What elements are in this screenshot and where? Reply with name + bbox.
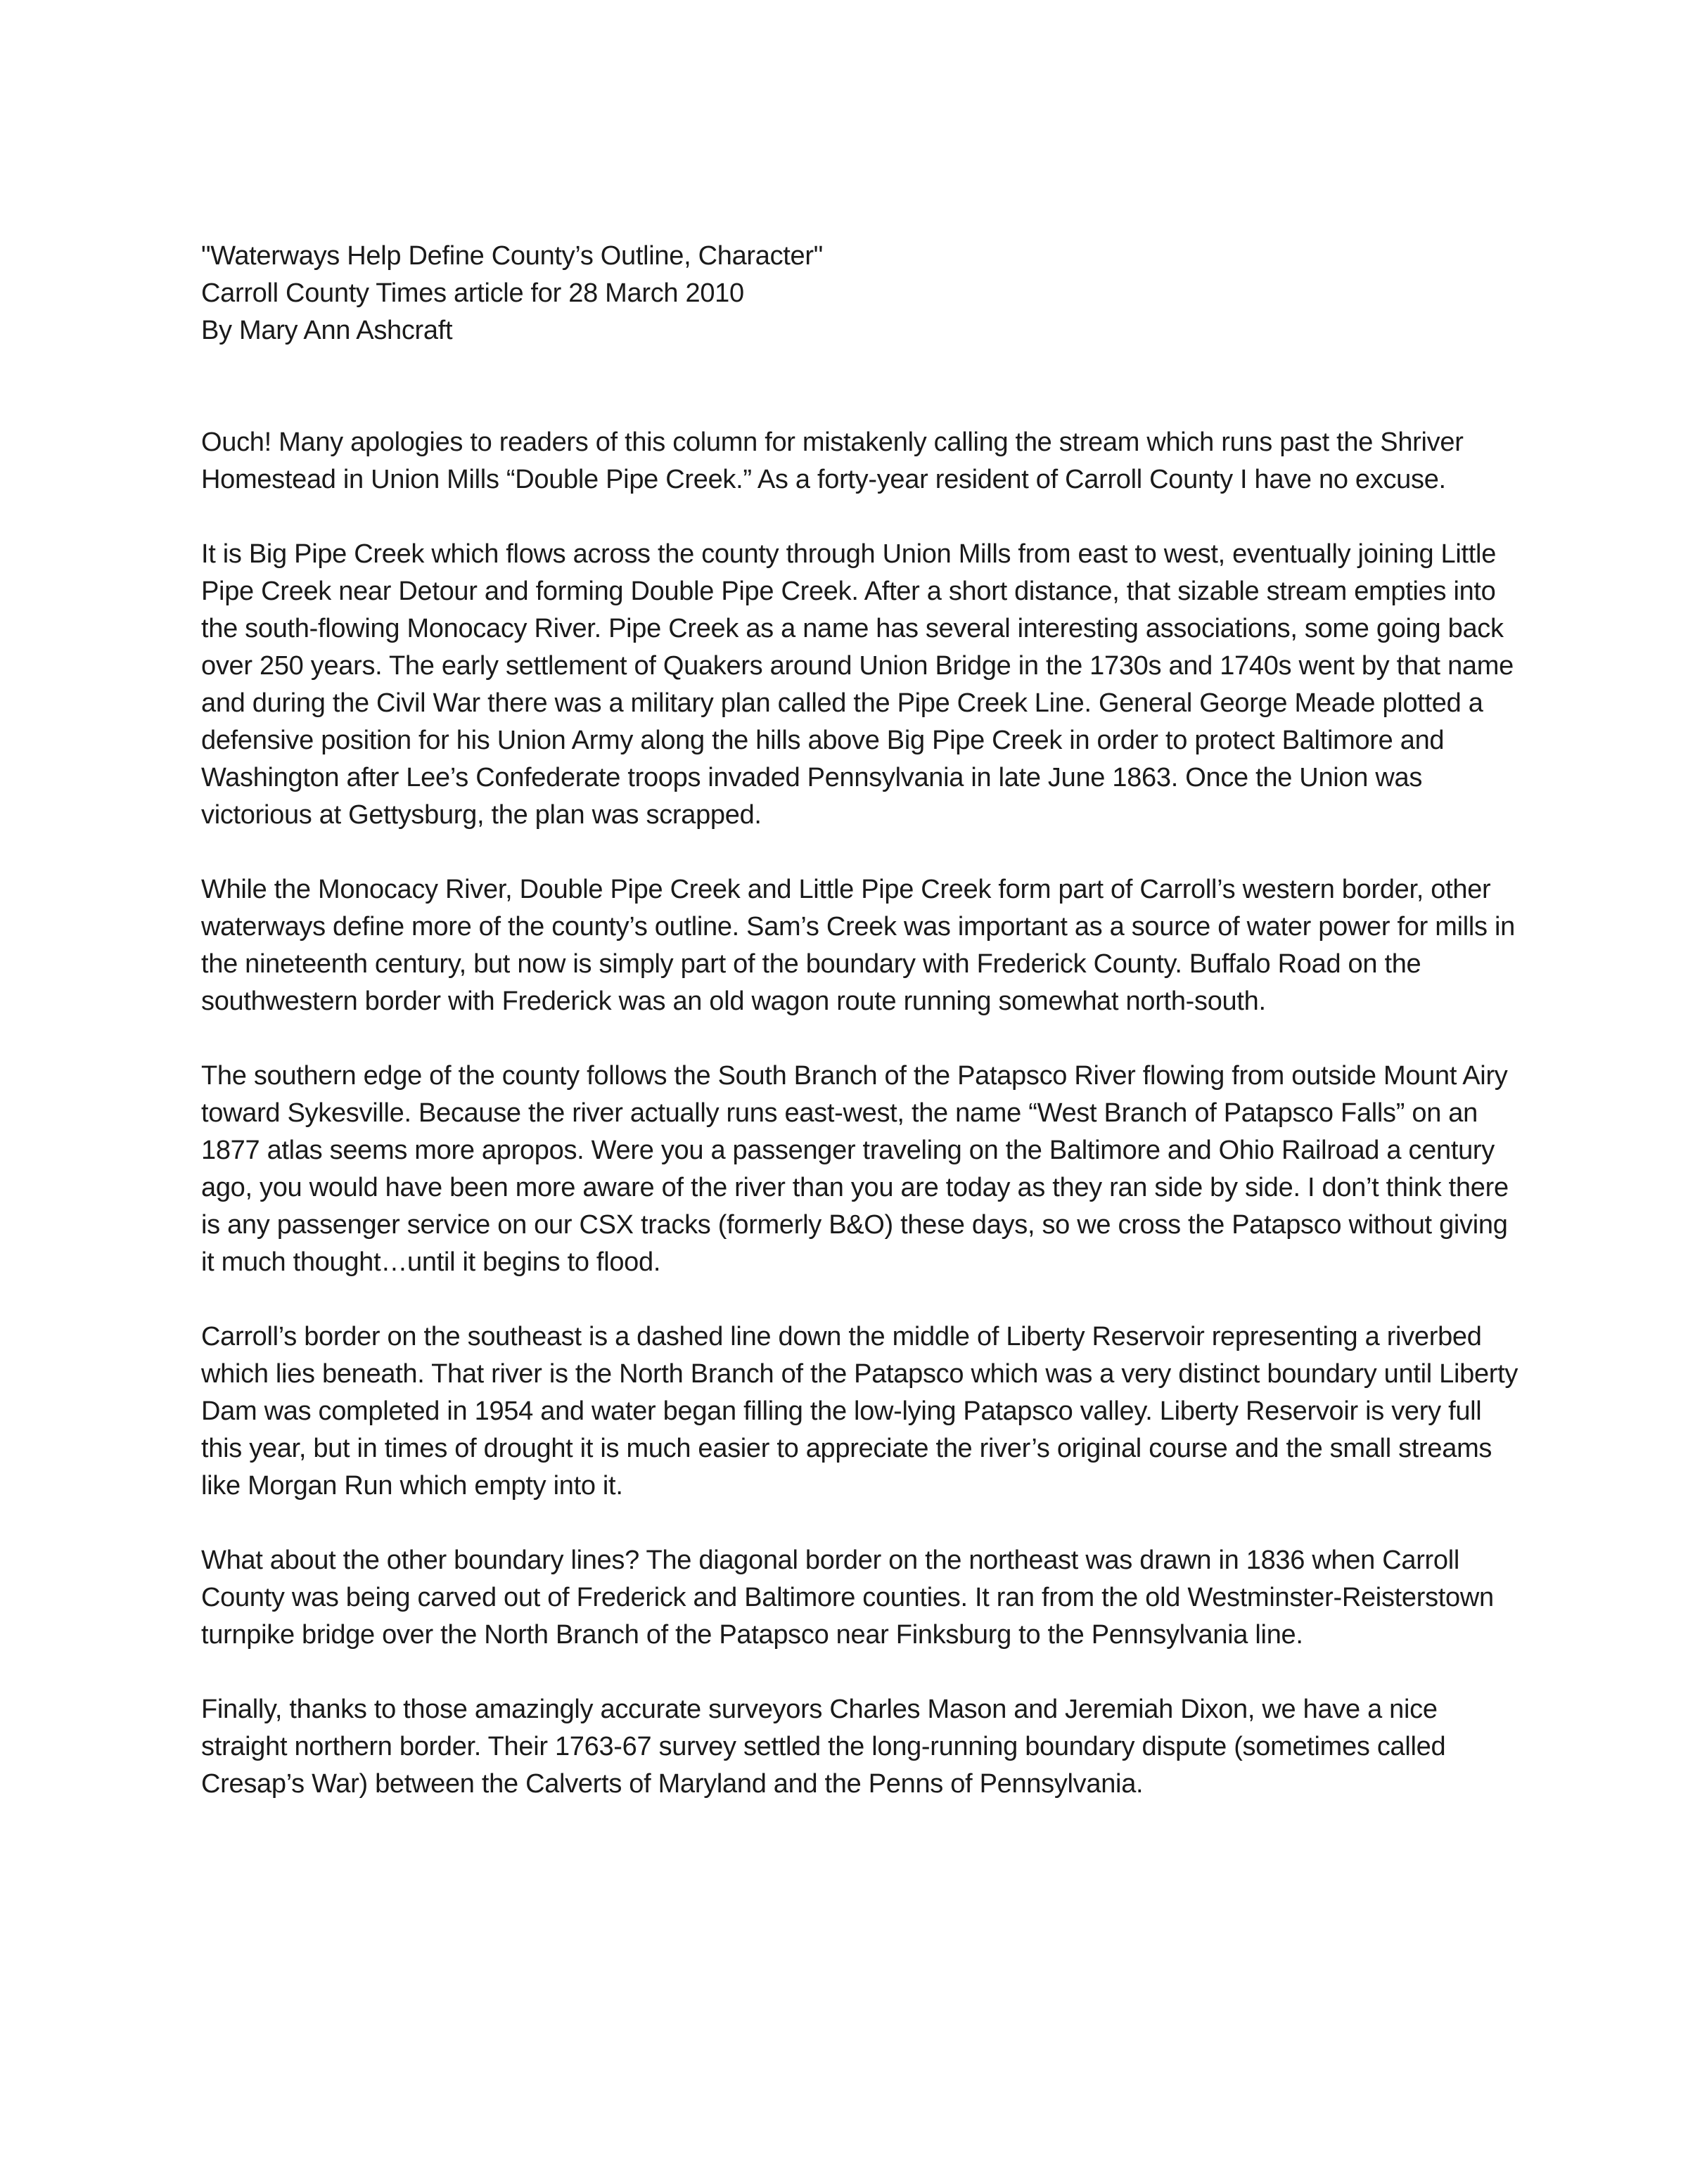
document-page — [201, 238, 1523, 1840]
article-header — [201, 238, 1523, 349]
paragraph-apology: Ouch! Many apologies to readers of this column for mistakenly calling the stream which runs past the Shriver Homestead in Union Mills “Double Pipe Creek.” As a forty-year resident of Carroll County I have no excuse. — [201, 428, 1464, 494]
publication-line: Carroll County Times article for 28 March 2010 — [201, 278, 744, 308]
paragraph-southern-edge: The southern edge of the county follows the South Branch of the Patapsco River flowing from outside Mount Airy toward Sykesville. Because the river actually runs east-west, the name “West Branch of Patapsco Falls” on an 1877 atlas seems more apropos. Were you a passenger traveling on the Baltimore and Ohio Railroad a century ago, you would have been more aware of the river than you are today as they ran side by side. I don’t think there is any passenger service on our CSX tracks (formerly B&O) these days, so we cross the Patapsco without giving it much thought…until it begins to flood. — [201, 1061, 1509, 1277]
article-title: "Waterways Help Define County’s Outline, Character" — [201, 241, 823, 271]
paragraph-northeast-border: What about the other boundary lines? The diagonal border on the northeast was drawn in 1836 when Carroll County was being carved out of Frederick and Baltimore counties. It ran from the old Westminster-Reisterstown turnpike bridge over the North Branch of the Patapsco near Finksburg to the Pennsylvania line. — [201, 1546, 1494, 1650]
byline: By Mary Ann Ashcraft — [201, 316, 453, 345]
paragraph-southeast-border: Carroll’s border on the southeast is a dashed line down the middle of Liberty Reservoir representing a riverbed which lies beneath. That river is the North Branch of the Patapsco which was a very distinct boundary until Liberty Dam was completed in 1954 and water began filling the low-lying Patapsco valley. Liberty Reservoir is very full this year, but in times of drought it is much easier to appreciate the river’s original course and the small streams like Morgan Run which empty into it. — [201, 1322, 1518, 1501]
paragraph-big-pipe-creek: It is Big Pipe Creek which flows across the county through Union Mills from east to west, eventually joining Little Pipe Creek near Detour and forming Double Pipe Creek. After a short distance, that sizable stream empties into the south-flowing Monocacy River. Pipe Creek as a name has several interesting associations, some going back over 250 years. The early settlement of Quakers around Union Bridge in the 1730s and 1740s went by that name and during the Civil War there was a military plan called the Pipe Creek Line. General George Meade plotted a defensive position for his Union Army along the hills above Big Pipe Creek in order to protect Baltimore and Washington after Lee’s Confederate troops invaded Pennsylvania in late June 1863. Once the Union was victorious at Gettysburg, the plan was scrapped. — [201, 539, 1514, 830]
paragraph-western-border: While the Monocacy River, Double Pipe Creek and Little Pipe Creek form part of Carroll’s western border, other waterways define more of the county’s outline. Sam’s Creek was important as a source of water power for mills in the nineteenth century, but now is simply part of the boundary with Frederick County. Buffalo Road on the southwestern border with Frederick was an old wagon route running somewhat north-south. — [201, 875, 1515, 1016]
article-body — [201, 424, 1523, 1803]
paragraph-northern-border: Finally, thanks to those amazingly accurate surveyors Charles Mason and Jeremiah Dixon, we have a nice straight northern border. Their 1763-67 survey settled the long-running boundary dispute (sometimes called Cresap’s War) between the Calverts of Maryland and the Penns of Pennsylvania. — [201, 1695, 1446, 1799]
